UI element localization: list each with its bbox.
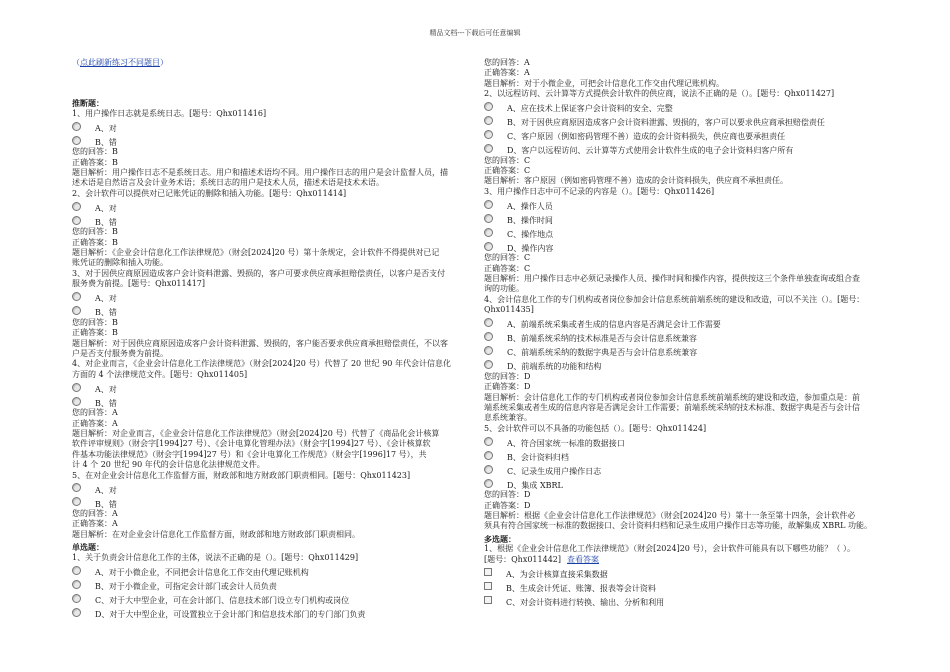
question-text: 3、用户操作日志中可不记录的内容是（）。[题号：Qhx011426] xyxy=(484,186,715,196)
question-text: 1、根据《企业会计信息化工作法律规范》（财会[2024]20 号），会计软件可能具有以下哪些功能？（ ）。 xyxy=(484,544,855,554)
explanation-line: 述术语是自然语言及会计业务术语；系统日志的用户是技术人员，描述术语是技术术语。 xyxy=(72,178,384,188)
radio-button[interactable] xyxy=(484,437,493,446)
radio-button[interactable] xyxy=(484,200,493,209)
radio-button[interactable] xyxy=(484,116,493,125)
option-a[interactable] xyxy=(72,119,470,133)
radio-button[interactable] xyxy=(72,483,81,492)
option-label: D、前端系统的功能和结构 xyxy=(507,362,602,372)
your-answer: 您的回答：C xyxy=(484,155,531,165)
correct-answer: 正确答案：B xyxy=(72,157,118,167)
checkbox[interactable] xyxy=(484,568,492,576)
left-column xyxy=(72,58,470,619)
explanation-line: 件基本功能法律规范》（财会字[1994]27 号）和《会计电算化工作规范》（财会字[1996]17 号），共 xyxy=(72,449,427,459)
explanation-line: 息系统兼容。 xyxy=(484,413,532,423)
option-label: C、记录生成用户操作日志 xyxy=(507,466,602,476)
option-label: B、前端系统采纳的技术标准是否与会计信息系统兼容 xyxy=(507,334,697,344)
explanation-line: 题目解析：对于因供应商原因造成客户会计资料泄露、毁损的，客户能否要求供应商承担赔偿责任，不以客 xyxy=(72,338,448,348)
explanation-line: 计 4 个 20 世纪 90 年代的会计信息化法律规范文件。 xyxy=(72,460,265,470)
explanation-line: 题目解析：对于小微企业，可把会计信息化工作交由代理记账机构。 xyxy=(484,78,724,88)
option-d[interactable] xyxy=(484,239,882,253)
section-single-title: 单选题： xyxy=(72,542,104,553)
radio-button[interactable] xyxy=(72,216,81,225)
correct-answer: 正确答案：A xyxy=(72,519,118,529)
option-b[interactable] xyxy=(72,394,470,408)
radio-button[interactable] xyxy=(484,465,493,474)
option-a[interactable] xyxy=(484,197,882,211)
option-label: B、错 xyxy=(95,308,117,318)
radio-button[interactable] xyxy=(72,122,81,131)
option-a[interactable] xyxy=(72,290,470,304)
question-text: 方面的 4 个法律规范文件。[题号：Qhx011405] xyxy=(72,369,248,379)
option-label: A、对 xyxy=(95,124,117,134)
explanation-line: 账凭证的删除和插入功能。 xyxy=(72,258,168,268)
right-column xyxy=(484,58,882,607)
radio-button[interactable] xyxy=(72,608,81,617)
radio-button[interactable] xyxy=(484,479,493,488)
option-b[interactable] xyxy=(484,330,882,344)
correct-answer: 正确答案：C xyxy=(484,263,531,273)
option-label: A、符合国家统一标准的数据接口 xyxy=(507,438,625,448)
question-text: [题号：Qhx011442] xyxy=(484,554,562,564)
your-answer: 您的回答：C xyxy=(484,253,531,263)
your-answer: 您的回答：B xyxy=(72,227,118,237)
question-text: Qhx011435] xyxy=(484,305,534,315)
option-a[interactable] xyxy=(484,316,882,330)
option-label: B、操作时间 xyxy=(507,216,553,226)
refresh-prefix: （ xyxy=(72,58,80,67)
explanation-line: 题目解析：根据《企业会计信息化工作法律规范》（财会[2024]20 号）第十一条至第十四条，会计软件必 xyxy=(484,510,856,520)
correct-answer: 正确答案：D xyxy=(484,500,531,510)
option-a[interactable] xyxy=(484,434,882,448)
radio-button[interactable] xyxy=(484,332,493,341)
question-text: 4、会计信息化工作的专门机构或者岗位参加会计信息系统前端系统的建设和改造，可以不关注（）。[题号： xyxy=(484,294,865,304)
option-a[interactable] xyxy=(72,563,470,577)
option-label: C、操作地点 xyxy=(507,230,554,240)
your-answer: 您的回答：B xyxy=(72,317,118,327)
your-answer: 您的回答：B xyxy=(72,147,118,157)
radio-button[interactable] xyxy=(484,214,493,223)
option-a[interactable] xyxy=(484,565,882,579)
radio-button[interactable] xyxy=(484,318,493,327)
radio-button[interactable] xyxy=(484,102,493,111)
radio-button[interactable] xyxy=(72,497,81,506)
explanation-line: 端系统采集或者生成的信息内容是否满足会计工作需要；前端系统采纳的技术标准、数据字典是否与会计信 xyxy=(484,402,860,412)
option-d[interactable] xyxy=(72,605,470,619)
option-label: A、前端系统采集或者生成的信息内容是否满足会计工作需要 xyxy=(507,320,721,330)
option-label: D、集成 XBRL xyxy=(507,480,563,490)
option-label: A、对 xyxy=(95,294,117,304)
question-text: 3、对于因供应商原因造成客户会计资料泄露、毁损的，客户可要求供应商承担赔偿责任，以客户是否支付 xyxy=(72,268,446,278)
option-label: D、操作内容 xyxy=(507,244,554,254)
correct-answer: 正确答案：B xyxy=(72,237,118,247)
option-label: D、对于大中型企业，可设置独立于会计部门和信息技术部门的专门部门负责 xyxy=(95,609,366,619)
option-b[interactable] xyxy=(72,304,470,318)
option-c[interactable] xyxy=(484,344,882,358)
radio-button[interactable] xyxy=(484,228,493,237)
explanation-line: 户是否支付服务费为前提。 xyxy=(72,348,168,358)
radio-button[interactable] xyxy=(72,397,81,406)
option-label: A、对于小微企业，不同把会计信息化工作交由代理记账机构 xyxy=(95,567,309,577)
option-b[interactable] xyxy=(72,577,470,591)
your-answer: 您的回答：D xyxy=(484,490,531,500)
correct-answer: 正确答案：B xyxy=(72,328,118,338)
option-label: B、对于因供应商原因造成客户会计资料泄露、毁损的，客户可以要求供应商承担赔偿责任 xyxy=(507,118,825,128)
option-c[interactable] xyxy=(484,225,882,239)
option-d[interactable] xyxy=(484,476,882,490)
explanation-line: 询的功能。 xyxy=(484,284,524,294)
refresh-link[interactable]: 点此刷新练习不同题目 xyxy=(80,58,160,67)
question-text: 服务费为前提。[题号：Qhx011417] xyxy=(72,279,206,289)
explanation-line: 题目解析：客户原因（例如密码管理不善）造成的会计资料损失，供应商不承担责任。 xyxy=(484,176,788,186)
option-c[interactable] xyxy=(484,128,882,142)
correct-answer: 正确答案：D xyxy=(484,382,531,392)
option-label: B、错 xyxy=(95,218,117,228)
explanation-line: 题目解析：在对企业会计信息化工作监督方面，财政部和地方财政部门职责相同。 xyxy=(72,529,360,539)
option-b[interactable] xyxy=(484,211,882,225)
explanation-line: 题目解析：会计信息化工作的专门机构或者岗位参加会计信息系统前端系统的建设和改造，参加重点是：前 xyxy=(484,392,860,402)
option-b[interactable] xyxy=(484,448,882,462)
option-label: B、错 xyxy=(95,398,117,408)
option-a[interactable] xyxy=(72,199,470,213)
option-label: A、应在技术上保证客户会计资料的安全、完整 xyxy=(507,104,673,114)
option-label: D、客户以远程访问、云计算等方式使用会计软件生成的电子会计资料归客户所有 xyxy=(507,146,794,156)
radio-button[interactable] xyxy=(72,136,81,145)
your-answer: 您的回答：D xyxy=(484,371,531,381)
option-d[interactable] xyxy=(484,358,882,372)
radio-button[interactable] xyxy=(484,346,493,355)
option-label: A、对 xyxy=(95,384,117,394)
checkbox[interactable] xyxy=(484,596,492,604)
option-b[interactable] xyxy=(484,579,882,593)
question-text: 5、会计软件可以不具备的功能包括（）。[题号：Qhx011424] xyxy=(484,423,707,433)
option-label: B、对于小微企业，可指定会计部门或会计人员负责 xyxy=(95,581,277,591)
radio-button[interactable] xyxy=(484,242,493,251)
refresh-line xyxy=(72,58,470,68)
radio-button[interactable] xyxy=(72,594,81,603)
option-label: C、对于大中型企业，可在会计部门、信息技术部门设立专门机构或岗位 xyxy=(95,595,350,605)
option-label: B、错 xyxy=(95,138,117,148)
option-label: B、生成会计凭证、账簿、报表等会计资料 xyxy=(506,583,656,593)
option-b[interactable] xyxy=(72,133,470,147)
option-label: A、为会计核算直接采集数据 xyxy=(506,569,608,579)
section-judge-title: 推断题： xyxy=(72,98,104,109)
explanation-line: 须具有符合国家统一标准的数据接口、会计资料归档和记录生成用户操作日志等功能，故解集成 XBRL 功能。 xyxy=(484,521,872,531)
radio-button[interactable] xyxy=(484,130,493,139)
radio-button[interactable] xyxy=(72,383,81,392)
radio-button[interactable] xyxy=(72,580,81,589)
question-text: 2、以远程访问、云计算等方式提供会计软件的供应商，说法不正确的是（）。[题号：Qhx011427] xyxy=(484,89,835,99)
option-c[interactable] xyxy=(484,462,882,476)
question-text: 1、用户操作日志就是系统日志。[题号：Qhx011416] xyxy=(72,108,267,118)
correct-answer: 正确答案：C xyxy=(484,166,531,176)
your-answer: 您的回答：A xyxy=(72,508,118,518)
checkbox[interactable] xyxy=(484,582,492,590)
option-label: C、对会计资料进行转换、输出、分析和利用 xyxy=(506,597,665,607)
explanation-line: 软件评审规则》（财会字[1994]27 号）、《会计电算化管理办法》（财会字[1994]27 号）、《会计核算软 xyxy=(72,439,431,449)
option-label: C、前端系统采纳的数据字典是否与会计信息系统兼容 xyxy=(507,348,698,358)
section-multi-title: 多选题： xyxy=(484,533,516,544)
option-label: A、对 xyxy=(95,204,117,214)
radio-button[interactable] xyxy=(72,306,81,315)
option-label: A、操作人员 xyxy=(507,202,553,212)
option-b[interactable] xyxy=(72,213,470,227)
radio-button[interactable] xyxy=(72,292,81,301)
question-text: 1、关于负责会计信息化工作的主体，说法不正确的是（）。[题号：Qhx011429] xyxy=(72,552,359,562)
radio-button[interactable] xyxy=(484,144,493,153)
option-a[interactable] xyxy=(72,380,470,394)
option-label: B、错 xyxy=(95,499,117,509)
question-text: 2、会计软件可以提供对已记账凭证的删除和插入功能。[题号：Qhx011414] xyxy=(72,188,347,198)
your-answer: 您的回答：A xyxy=(72,408,118,418)
option-label: C、客户原因（例如密码管理不善）造成的会计资料损失，供应商也要承担责任 xyxy=(507,132,786,142)
explanation-line: 题目解析：用户操作日志不是系统日志。用户和描述术语均不同。用户操作日志的用户是会计监督人员，描 xyxy=(72,168,448,178)
explanation-line: 题目解析：用户操作日志中必须记录操作人员、操作时间和操作内容，提供按这三个条件单独查询或组合查 xyxy=(484,274,860,284)
question-text: 4、对企业而言，《企业会计信息化工作法律规范》（财会[2024]20 号）代替了 20 世纪 90 年代会计信息化 xyxy=(72,359,451,369)
question-text: 5、在对企业会计信息化工作监督方面，财政部和地方财政部门职责相同。[题号：Qhx011423] xyxy=(72,470,411,480)
radio-button[interactable] xyxy=(72,202,81,211)
your-answer: 您的回答：A xyxy=(484,58,530,67)
radio-button[interactable] xyxy=(484,451,493,460)
explanation-line: 题目解析：对企业而言，《企业会计信息化工作法律规范》（财会[2024]20 号）代替了《商品化会计核算 xyxy=(72,428,440,438)
correct-answer: 正确答案：A xyxy=(484,68,530,78)
explanation-line: 题目解析：《企业会计信息化工作法律规范》（财会[2024]20 号）第十条规定，会计软件不得提供对已记 xyxy=(72,248,440,258)
question-text-tail xyxy=(484,555,882,565)
option-b[interactable] xyxy=(72,495,470,509)
option-b[interactable] xyxy=(484,114,882,128)
option-label: A、对 xyxy=(95,485,117,495)
option-c[interactable] xyxy=(72,591,470,605)
option-d[interactable] xyxy=(484,142,882,156)
option-label: B、会计资料归档 xyxy=(507,452,569,462)
option-a[interactable] xyxy=(72,481,470,495)
option-a[interactable] xyxy=(484,100,882,114)
page-header: 精品文档---下载后可任意编辑 xyxy=(429,29,521,37)
radio-button[interactable] xyxy=(484,360,493,369)
correct-answer: 正确答案：A xyxy=(72,418,118,428)
option-c[interactable] xyxy=(484,593,882,607)
radio-button[interactable] xyxy=(72,566,81,575)
view-answer-link[interactable]: 查看答案 xyxy=(567,554,600,564)
refresh-suffix: ） xyxy=(160,58,168,67)
